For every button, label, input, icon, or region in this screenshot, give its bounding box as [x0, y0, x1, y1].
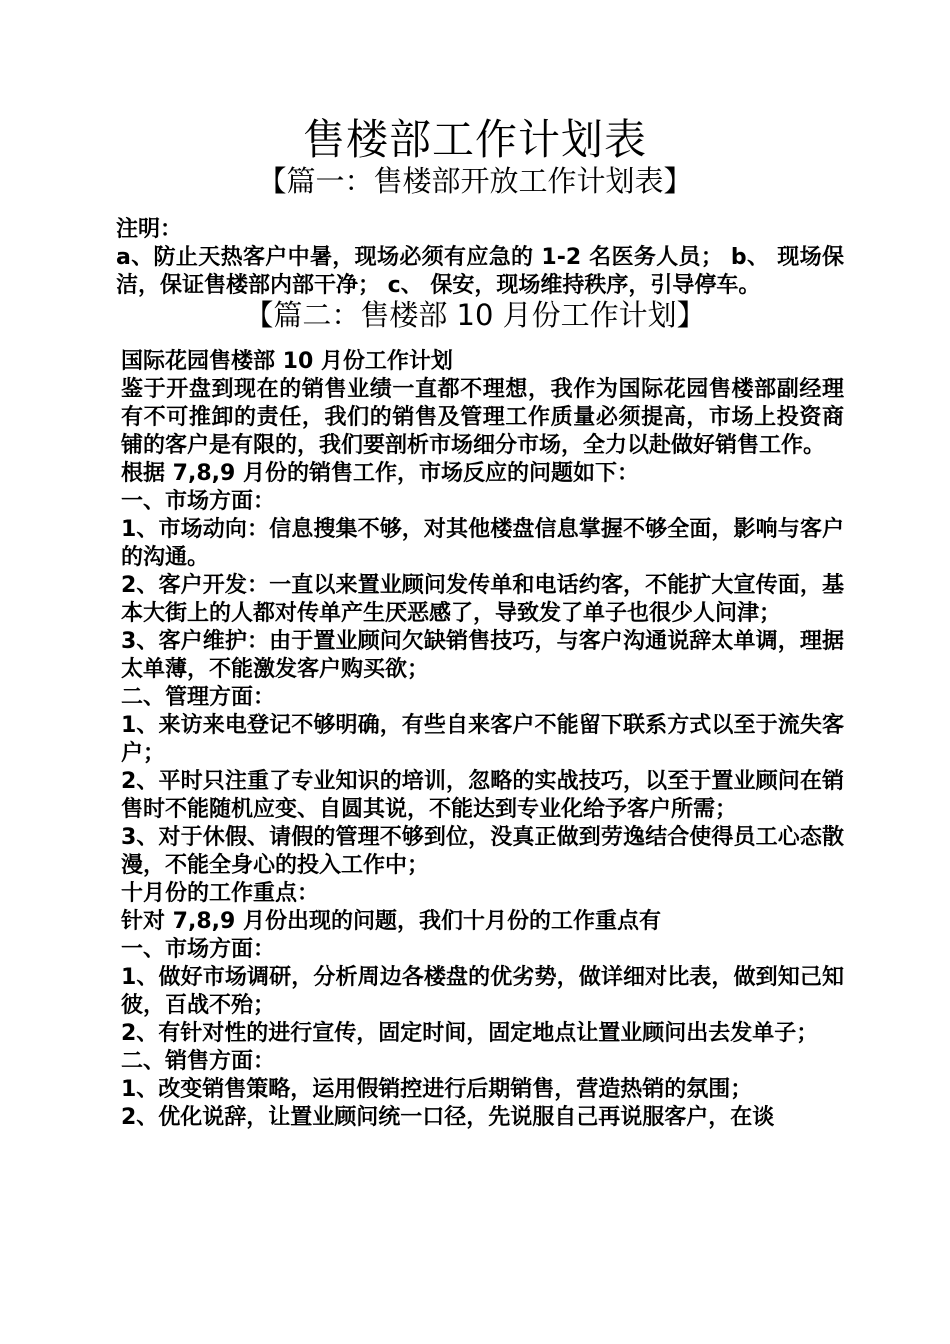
paragraph: 二、销售方面：: [121, 1049, 276, 1074]
paragraph: 一、市场方面：: [121, 937, 276, 962]
paragraph: 1、做好市场调研，分析周边各楼盘的优劣势，做详细对比表，做到知己知彼，百战不殆；: [121, 965, 844, 1018]
paragraph: 1、来访来电登记不够明确，有些自来客户不能留下联系方式以至于流失客户；: [121, 713, 844, 766]
section-2-body: [116, 348, 844, 1132]
paragraph: 鉴于开盘到现在的销售业绩一直都不理想，我作为国际花园售楼部副经理有不可推卸的责任，我们的销售及管理工作质量必须提高，市场上投资商铺的客户是有限的，我们要剖析市场细分市场，全力以赴做好销售工作。: [121, 377, 844, 458]
paragraph: 2、有针对性的进行宣传，固定时间，固定地点让置业顾问出去发单子；: [121, 1021, 819, 1046]
paragraph: 2、优化说辞，让置业顾问统一口径，先说服自己再说服客户，在谈: [121, 1105, 775, 1130]
note-text: a、防止天热客户中暑，现场必须有应急的 1-2 名医务人员； b、 现场保洁，保证售楼部内部干净； c、 保安，现场维持秩序，引导停车。: [116, 245, 844, 298]
paragraph: 一、市场方面：: [121, 489, 276, 514]
note-label: 注明：: [116, 217, 183, 242]
paragraph: 2、平时只注重了专业知识的培训，忽略的实战技巧，以至于置业顾问在销售时不能随机应变、自圆其说，不能达到专业化给予客户所需；: [121, 769, 844, 822]
document-title: 售楼部工作计划表: [302, 115, 647, 164]
paragraph: 根据 7,8,9 月份的销售工作，市场反应的问题如下：: [121, 461, 639, 486]
paragraph: 1、市场动向：信息搜集不够，对其他楼盘信息掌握不够全面，影响与客户的沟通。: [121, 517, 844, 570]
paragraph: 国际花园售楼部 10 月份工作计划: [121, 349, 453, 374]
paragraph: 1、改变销售策略，运用假销控进行后期销售，营造热销的氛围；: [121, 1077, 753, 1102]
section-heading-1: 【篇一：售楼部开放工作计划表】: [257, 164, 693, 198]
paragraph: 3、客户维护：由于置业顾问欠缺销售技巧，与客户沟通说辞太单调，理据太单薄，不能激发客户购买欲；: [121, 629, 844, 682]
paragraph: 二、管理方面：: [121, 685, 276, 710]
paragraph: 3、对于休假、请假的管理不够到位，没真正做到劳逸结合使得员工心态散漫，不能全身心的投入工作中；: [121, 825, 844, 878]
paragraph: 针对 7,8,9 月份出现的问题，我们十月份的工作重点有: [121, 909, 661, 934]
paragraph: 2、客户开发：一直以来置业顾问发传单和电话约客，不能扩大宣传面，基本大街上的人都对传单产生厌恶感了，导致发了单子也很少人问津；: [121, 573, 844, 626]
section-1-body: [116, 216, 844, 300]
section-heading-2: 【篇二：售楼部 10 月份工作计划】: [244, 298, 706, 332]
paragraph: 十月份的工作重点：: [121, 881, 320, 906]
